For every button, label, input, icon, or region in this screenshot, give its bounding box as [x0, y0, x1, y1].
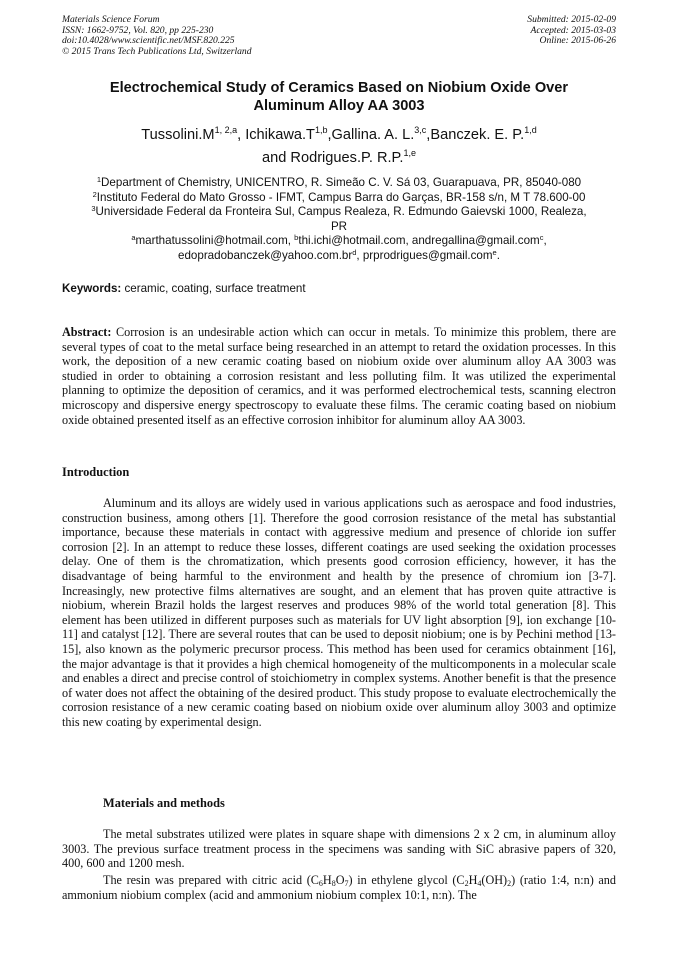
- affiliation-1: [62, 176, 616, 191]
- text-run: The resin was prepared with citric acid (C: [103, 873, 319, 887]
- paper-title: [62, 80, 616, 115]
- affiliation-2: [62, 191, 616, 206]
- text-run: (OH): [481, 873, 508, 887]
- author-name: ,Banczek. E. P.: [426, 127, 525, 143]
- dates-header: [527, 15, 616, 47]
- title-line-1: Electrochemical Study of Ceramics Based on Niobium Oxide Over: [109, 80, 569, 96]
- keywords: [62, 282, 616, 296]
- subscript: 7: [344, 879, 349, 888]
- submitted-date: Submitted: 2015-02-09: [527, 14, 616, 25]
- subscript: 4: [477, 879, 482, 888]
- affiliation-3-cont: PR: [330, 219, 348, 233]
- materials-paragraph-2: [62, 873, 616, 902]
- subscript: 6: [318, 879, 323, 888]
- affiliation-number: 2: [92, 189, 97, 199]
- punctuation: ,: [543, 234, 547, 248]
- subscript: 8: [331, 879, 336, 888]
- keywords-label: Keywords:: [62, 282, 122, 295]
- text-run: O: [335, 873, 345, 887]
- issn-line: ISSN: 1662-9752, Vol. 820, pp 225-230: [62, 24, 214, 36]
- author-line-1: [62, 124, 616, 147]
- doi-link[interactable]: doi:10.4028/www.scientific.net/MSF.820.225: [62, 35, 235, 47]
- introduction-heading: Introduction: [62, 465, 130, 479]
- affiliations: [62, 176, 616, 264]
- email-line-2: [62, 249, 616, 264]
- email-link[interactable]: marthatussolini@hotmail.com,: [135, 234, 295, 248]
- affiliation-text: Department of Chemistry, UNICENTRO, R. Simeão C. V. Sá 03, Guarapuava, PR, 85040-080: [101, 176, 582, 189]
- author-list: [62, 124, 616, 169]
- introduction-paragraph: Aluminum and its alloys are widely used in various applications such as aerospace and food industries, construction business, among others [1]. Therefore the good corrosion resistance of the metal has substantial importance, because these materials in contact with aggressive medium and presence of chloride ion suffer corrosion [2]. In an attempt to reduce these losses, different coatings are used seeking the oxidation processes delay. One of them is the chromatization, which presents good corrosion efficiency, however, it has the disadvantage of being harmful to the environment and health by the presence of chromium ion [3-7]. Increasingly, new protective films alternatives are sought, and an element that has proven quite attractive is niobium, wherein Brazil holds the largest reserves and produces 98% of the world total generation [8]. This element has been utilized in different purposes such as materials for UV light absorption [9], ion exchange [10-11] and catalyst [12]. There are several routes that can be used to deposit niobium; one is by Pechini method [13-15], also known as the polymeric precursor process. This method has been used for ceramics obtainment [16], the major advantage is that it provides a high chemical homogeneity of the multicomponents in a molecular scale and enables a direct and precise control of stoichiometry in complex systems. Another benefit is that the presence of water does not affect the obtaining of the desired product. This study propose to evaluate electrochemically the corrosion resistance of a new ceramic coating based on niobium oxide over aluminum alloy 3003 and optimize this new coating by experimental design.: [62, 496, 616, 729]
- copyright-line: © 2015 Trans Tech Publications Ltd, Switzerland: [62, 45, 252, 57]
- email-sup: d: [352, 247, 357, 257]
- punctuation: .: [496, 248, 500, 262]
- affiliation-number: 3: [91, 204, 96, 214]
- online-date: Online: 2015-06-26: [539, 35, 616, 47]
- subscript: 2: [507, 879, 512, 888]
- accepted-date: Accepted: 2015-03-03: [530, 24, 616, 36]
- email-sup: e: [492, 247, 497, 257]
- email-link[interactable]: , prprodrigues@gmail.com: [356, 248, 493, 262]
- materials-paragraph-1: The metal substrates utilized were plates in square shape with dimensions 2 x 2 cm, in aluminum alloy 3003. The previous surface treatment process in the specimens was sanding with SiC abrasive papers of 320, 400, 600 and 1200 mesh.: [62, 827, 616, 871]
- abstract-label: Abstract:: [62, 325, 112, 339]
- materials-heading: Materials and methods: [103, 796, 225, 810]
- author-name: Tussolini.M: [141, 127, 215, 143]
- email-sup: c: [539, 233, 544, 243]
- email-link[interactable]: thi.ichi@hotmail.com, andregallina@gmail.com: [298, 234, 540, 248]
- author-name: and Rodrigues.P. R.P.: [262, 149, 404, 166]
- abstract: [62, 325, 616, 427]
- email-link[interactable]: edopradobanczek@yahoo.com.br: [178, 248, 353, 262]
- author-sup: 1, 2,a: [214, 125, 238, 135]
- journal-header: [62, 15, 252, 57]
- text-run: ) in ethylene glycol (C: [348, 873, 465, 887]
- subscript: 2: [464, 879, 469, 888]
- affiliation-number: 1: [96, 175, 102, 184]
- author-sup: 1,b: [314, 125, 328, 135]
- affiliation-text: Instituto Federal do Mato Grosso - IFMT, Campus Barra do Garças, BR-158 s/n, M T 78.600-00: [96, 190, 586, 204]
- author-name: ,Gallina. A. L.: [327, 127, 415, 143]
- email-sup: b: [294, 233, 299, 243]
- text-run: H: [322, 873, 332, 887]
- author-line-2: [62, 147, 616, 170]
- author-sup: 1,e: [403, 147, 416, 158]
- author-name: , Ichikawa.T: [237, 127, 315, 143]
- keywords-text: ceramic, coating, surface treatment: [121, 282, 306, 295]
- title-line-2: Aluminum Alloy AA 3003: [253, 97, 425, 114]
- affiliation-text: Universidade Federal da Fronteira Sul, Campus Realeza, R. Edmundo Gaievski 1000, Realeza,: [95, 205, 587, 219]
- author-sup: 1,d: [524, 125, 537, 135]
- text-run: ) (ratio 1:4, n:n) and ammonium niobium complex (acid and ammonium niobium complex 10:1, n:n). The: [62, 873, 616, 902]
- email-line-1: [62, 234, 616, 249]
- text-run: H: [468, 873, 478, 887]
- journal-name: Materials Science Forum: [62, 14, 160, 25]
- affiliation-3: [62, 205, 616, 220]
- author-sup: 3,c: [414, 125, 427, 135]
- email-sup: a: [131, 233, 136, 243]
- abstract-text: Corrosion is an undesirable action which can occur in metals. To minimize this problem, there are several types of coat to the metal surface being researched in an attempt to retard the oxidation processes. In this work, the deposition of a new ceramic coating based on niobium oxide over aluminum alloy AA 3003 was studied in order to obtaining a corrosion resistant and less polluting film. It was utilized the experimental planning to optimize the deposition of ceramics, and it was performed electrochemical tests, scanning electron microscopy and dispersive energy spectroscopy to evaluate these films. The ceramic coating based on niobium oxide obtained presented itself as an effective corrosion inhibitor for aluminum alloy AA 3003.: [62, 325, 616, 427]
